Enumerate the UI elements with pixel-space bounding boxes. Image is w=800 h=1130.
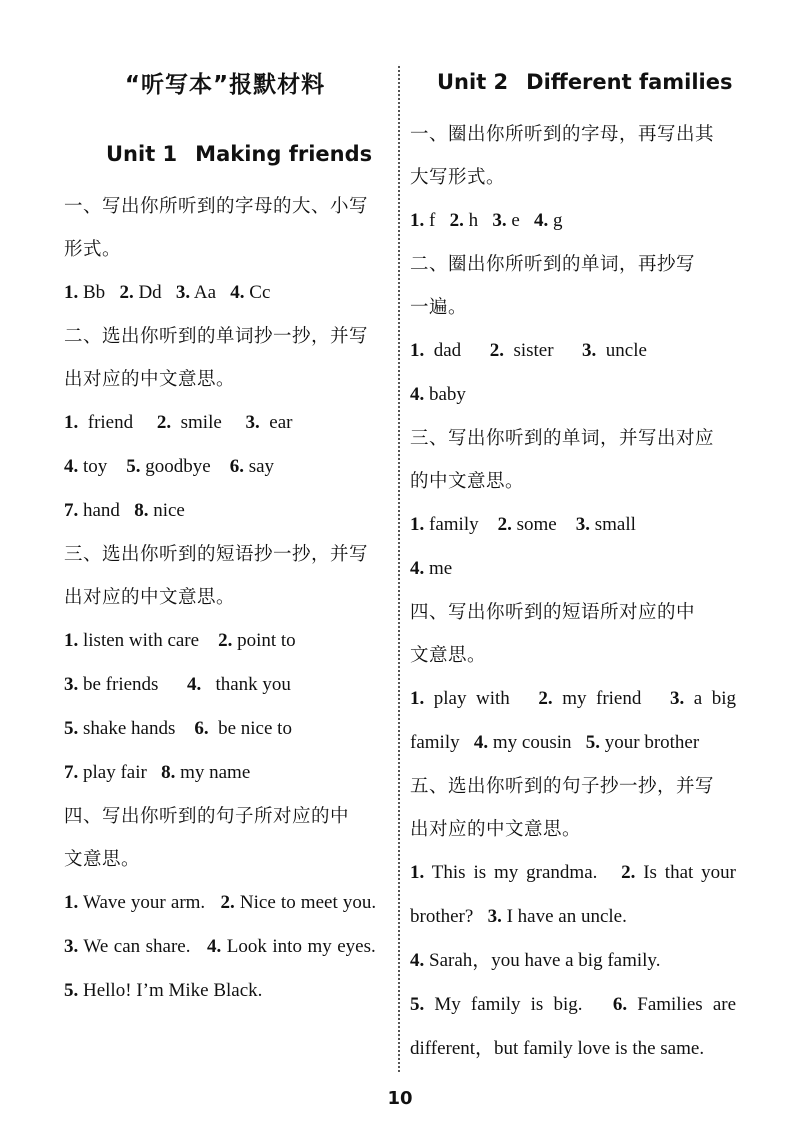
unit2-number: Unit 2	[437, 70, 509, 94]
u1-s3-answers-row3: 5. shake hands 6. be nice to	[64, 718, 292, 739]
unit2-content	[410, 113, 736, 1071]
u2-s3-answers-row1: 1. family 2. some 3. small	[410, 514, 636, 535]
unit2-name: Different families	[526, 70, 733, 94]
u1-s3-answers-row1: 1. listen with care 2. point to	[64, 630, 296, 651]
u2-s3-answers-row2: 4. me	[410, 558, 453, 579]
u2-s5-heading: 五、选出你听到的句子抄一抄，并写 出对应的中文意思。	[410, 776, 715, 840]
unit1-name: Making friends	[195, 142, 373, 166]
u1-s3-answers-row4: 7. play fair 8. my name	[64, 762, 251, 783]
u2-s1-heading: 一、圈出你所听到的字母，再写出其 大写形式。	[410, 124, 715, 188]
unit1-title	[106, 142, 372, 166]
u1-s1-heading: 一、写出你所听到的字母的大、小写 形式。	[64, 196, 369, 260]
u1-s2-answers-row2: 4. toy 5. goodbye 6. say	[64, 456, 275, 477]
u2-s5-answers: 1. This is my grandma. 2. Is that your brother? 3. I have an uncle. 4. Sarah，you have a big family. 5. My family is big. 6. Families are different，but family love is the same.	[410, 862, 737, 1059]
u1-s4-heading: 四、写出你听到的句子所对应的中 文意思。	[64, 806, 350, 870]
u1-s3-heading: 三、选出你听到的短语抄一抄，并写 出对应的中文意思。	[64, 544, 369, 608]
unit1-content	[64, 185, 386, 1013]
page-number: 10	[387, 1088, 413, 1109]
u2-s2-answers-row2: 4. baby	[410, 384, 466, 405]
page-title: “听写本”报默材料	[124, 72, 326, 98]
u2-s2-answers-row1: 1. dad 2. sister 3. uncle	[410, 340, 647, 361]
u1-s2-answers-row1: 1. friend 2. smile 3. ear	[64, 412, 293, 433]
u1-s4-answers: 1. Wave your arm. 2. Nice to meet you. 3. We can share. 4. Look into my eyes. 5. Hello! I’m Mike Black.	[64, 892, 377, 1001]
u2-s4-answers: 1. play with 2. my friend 3. a big family 4. my cousin 5. your brother	[410, 688, 736, 753]
u2-s3-heading: 三、写出你听到的单词，并写出对应 的中文意思。	[410, 428, 715, 492]
u2-s4-heading: 四、写出你听到的短语所对应的中 文意思。	[410, 602, 696, 666]
u1-s2-answers-row3: 7. hand 8. nice	[64, 500, 185, 521]
u2-s2-heading: 二、圈出你所听到的单词，再抄写 一遍。	[410, 254, 696, 318]
unit2-title	[437, 70, 732, 94]
u1-s1-answers: 1. Bb 2. Dd 3. Aa 4. Cc	[64, 282, 271, 303]
u1-s2-heading: 二、选出你听到的单词抄一抄，并写 出对应的中文意思。	[64, 326, 369, 390]
column-divider	[398, 66, 400, 1072]
u1-s3-answers-row2: 3. be friends 4. thank you	[64, 674, 291, 695]
unit1-number: Unit 1	[106, 142, 178, 166]
u2-s1-answers: 1. f 2. h 3. e 4. g	[410, 210, 563, 231]
